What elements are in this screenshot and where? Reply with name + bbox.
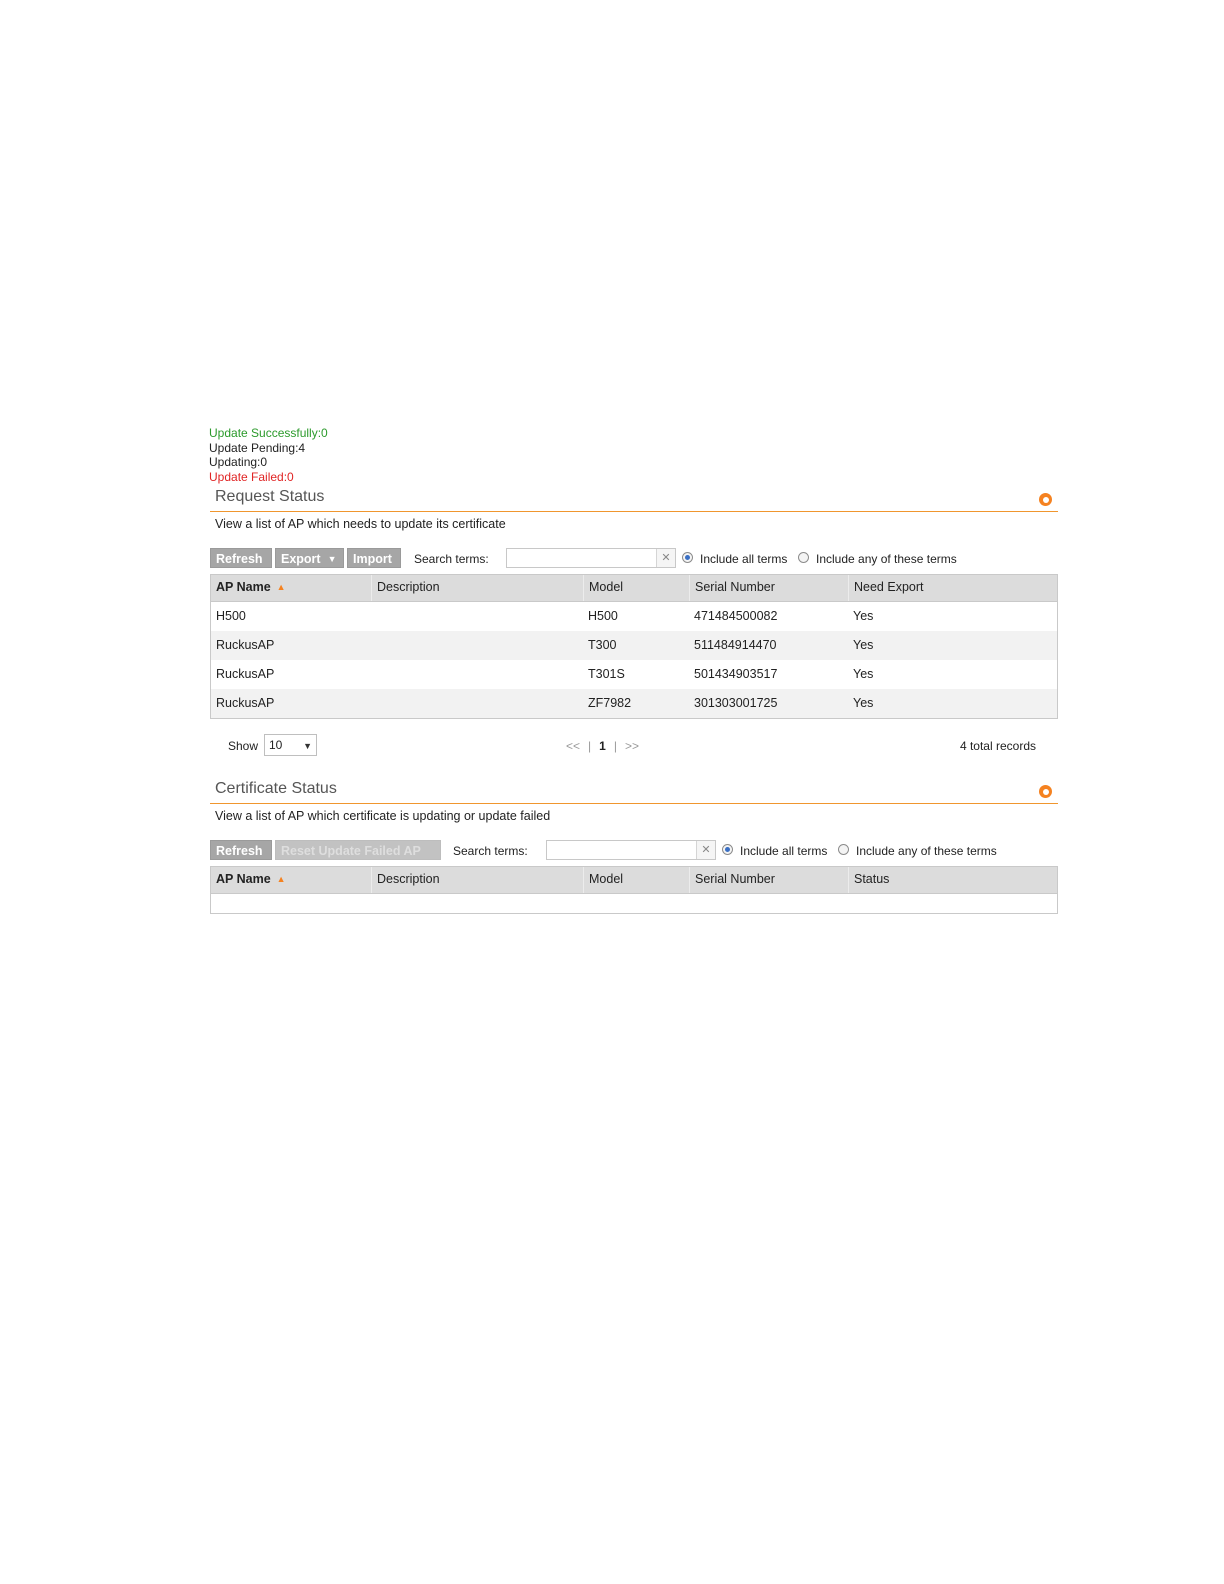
request-status-header (210, 487, 1058, 512)
search-input[interactable] (547, 841, 715, 859)
cell-description (371, 660, 376, 689)
cell-model: H500 (588, 609, 618, 623)
column-label: AP Name (216, 872, 271, 886)
table-row[interactable] (211, 631, 1057, 660)
column-need-export[interactable]: Need Export (848, 575, 1057, 601)
reset-update-failed-button[interactable]: Reset Update Failed AP (275, 840, 441, 860)
certificate-table (210, 866, 1058, 914)
request-status-title: Request Status (215, 488, 325, 505)
cell-serial-number: 501434903517 (694, 667, 778, 681)
cell-model: T301S (588, 667, 625, 681)
refresh-button[interactable]: Refresh (210, 548, 272, 568)
cell-need-export: Yes (853, 696, 874, 710)
cell-need-export: Yes (853, 638, 874, 652)
search-terms-label: Search terms: (453, 844, 528, 858)
cell-serial-number: 471484500082 (694, 609, 778, 623)
pagination-bar (210, 734, 1058, 758)
request-status-description: View a list of AP which needs to update its certificate (215, 517, 506, 531)
update-summary (209, 426, 328, 484)
updating-count: Updating:0 (209, 455, 268, 470)
column-label: AP Name (216, 580, 271, 594)
pager-next[interactable]: >> (624, 739, 639, 753)
update-failed-count: Update Failed:0 (209, 469, 294, 484)
export-button[interactable] (275, 548, 344, 568)
certificate-toolbar (210, 840, 1058, 862)
cell-ap-name: RuckusAP (216, 696, 275, 710)
cell-serial-number: 511484914470 (694, 638, 777, 652)
cell-model: ZF7982 (588, 696, 632, 710)
page-size-select[interactable] (264, 734, 317, 756)
table-row[interactable] (211, 602, 1057, 631)
include-all-radio[interactable] (722, 844, 733, 855)
column-serial-number[interactable]: Serial Number (689, 867, 848, 893)
cell-description (371, 602, 376, 631)
certificate-status-header (210, 779, 1058, 804)
certificate-status-description: View a list of AP which certificate is updating or update failed (215, 809, 551, 823)
collapse-icon[interactable] (1039, 785, 1052, 798)
cell-description (371, 631, 376, 660)
cell-ap-name: H500 (216, 609, 246, 623)
import-button[interactable]: Import (347, 548, 401, 568)
include-all-radio[interactable] (682, 552, 693, 563)
clear-icon[interactable]: ✕ (696, 841, 715, 859)
cell-ap-name: RuckusAP (216, 638, 275, 652)
column-status[interactable]: Status (848, 867, 1057, 893)
page-size-value: 10 (269, 738, 283, 752)
cell-serial-number: 301303001725 (694, 696, 778, 710)
pager-page[interactable]: 1 (599, 739, 606, 753)
search-field (546, 840, 716, 860)
table-header (211, 575, 1057, 602)
cell-description (371, 689, 376, 718)
include-any-label: Include any of these terms (816, 552, 957, 566)
column-ap-name[interactable] (211, 867, 371, 893)
collapse-icon[interactable] (1039, 493, 1052, 506)
table-row[interactable] (211, 660, 1057, 689)
export-button-label: Export (281, 552, 321, 566)
table-row[interactable] (211, 689, 1057, 718)
include-any-radio[interactable] (838, 844, 849, 855)
column-model[interactable]: Model (583, 575, 689, 601)
update-success-count: Update Successfully:0 (209, 426, 328, 440)
sort-asc-icon: ▲ (276, 874, 286, 884)
search-terms-label: Search terms: (414, 552, 489, 566)
include-all-label: Include all terms (740, 844, 828, 858)
column-model[interactable]: Model (583, 867, 689, 893)
search-input[interactable] (507, 549, 675, 567)
column-description[interactable]: Description (371, 575, 583, 601)
certificate-status-title: Certificate Status (215, 780, 337, 797)
pager-prev[interactable]: << (566, 739, 581, 753)
include-any-label: Include any of these terms (856, 844, 997, 858)
show-label: Show (228, 739, 259, 753)
table-header (211, 867, 1057, 894)
request-toolbar (210, 548, 1058, 570)
cell-need-export: Yes (853, 667, 874, 681)
cell-ap-name: RuckusAP (216, 667, 275, 681)
include-any-radio[interactable] (798, 552, 809, 563)
cell-need-export: Yes (853, 609, 874, 623)
search-field (506, 548, 676, 568)
clear-icon[interactable]: ✕ (656, 549, 675, 567)
column-description[interactable]: Description (371, 867, 583, 893)
cell-model: T300 (588, 638, 617, 652)
request-table (210, 574, 1058, 719)
update-pending-count: Update Pending:4 (209, 440, 306, 455)
include-all-label: Include all terms (700, 552, 788, 566)
pager: << | 1 | >> (566, 739, 639, 753)
sort-asc-icon: ▲ (276, 582, 286, 592)
total-records: 4 total records (959, 739, 1036, 753)
column-ap-name[interactable] (211, 575, 371, 601)
column-serial-number[interactable]: Serial Number (689, 575, 848, 601)
refresh-button[interactable]: Refresh (210, 840, 272, 860)
chevron-down-icon: ▼ (327, 554, 337, 564)
chevron-down-icon: ▼ (303, 741, 312, 751)
